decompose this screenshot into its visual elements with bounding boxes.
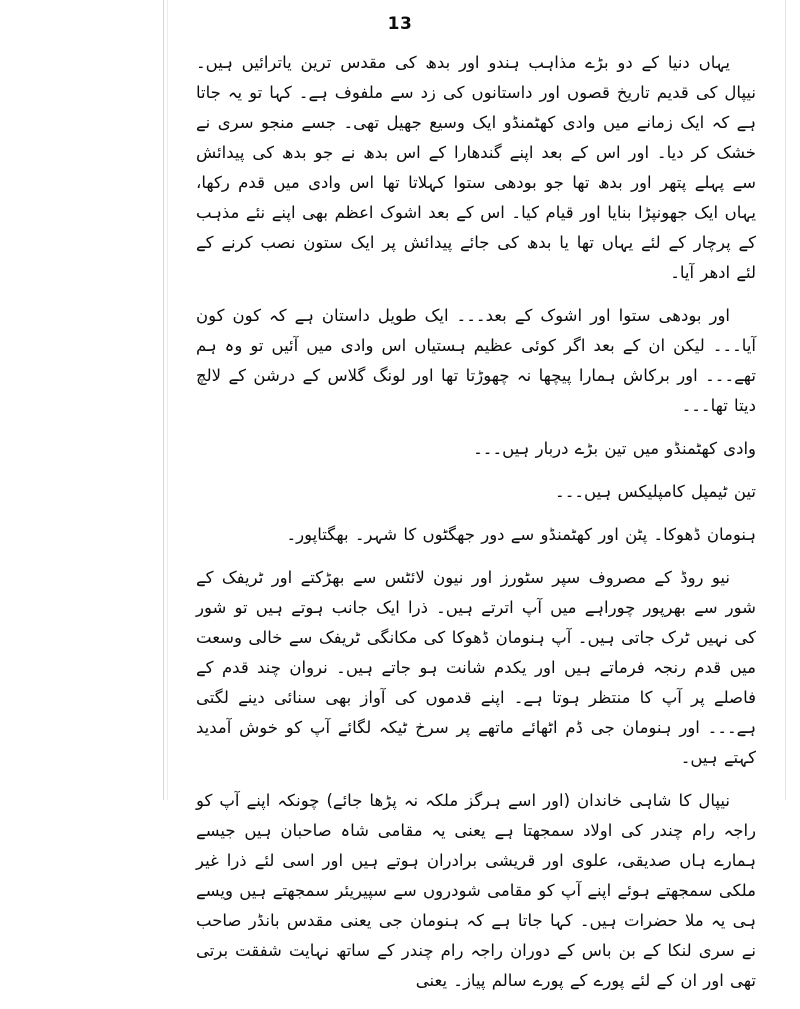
paragraph-2: اور بودھی ستوا اور اشوک کے بعد۔۔۔ ایک طویل داستان ہے کہ کون کون آیا۔۔۔ لیکن ان کے بعد اگر کوئی عظیم ہستیاں اس وادی میں آئیں تو وہ ہم تھے۔۔۔ اور برکاش ہمارا پیچھا نہ چھوڑتا تھا اور لونگ گلاس کے درشن کے لالچ دیتا تھا۔۔۔	[196, 306, 756, 415]
paragraph-7: نیپال کا شاہی خاندان (اور اسے ہرگز ملکہ نہ پڑھا جائے) چونکہ اپنے آپ کو راجہ رام چندر کی اولاد سمجھتا ہے یعنی یہ مقامی شاہ صاحبان ہیں جیسے ہمارے ہاں صدیقی، علوی اور قریشی برادران ہوتے ہیں اور اسی لئے ذرا غیر ملکی سمجھتے ہوئے اپنے آپ کو مقامی شودروں سے سپیریئر سمجھتے ہیں ویسے ہی یہ ملا حضرات ہیں۔ کہا جاتا ہے کہ ہنومان جی یعنی مقدس بانڈر صاحب نے سری لنکا کے بن باس کے دوران راجہ رام چندر کے ساتھ نہایت شفقت برتی تھی اور ان کے لئے پورے کے پورے سالم پیاز۔ یعنی	[196, 791, 756, 990]
body-text	[196, 48, 756, 1009]
paragraph-4: تین ٹیمپل کامپلیکس ہیں۔۔۔	[555, 482, 756, 501]
paragraph-5: ہنومان ڈھوکا۔ پٹن اور کھٹمنڈو سے دور جھگٹوں کا شہر۔ بھگتاپور۔	[286, 525, 756, 544]
page-edge-line-right	[785, 0, 786, 800]
paragraph-3: وادی کھٹمنڈو میں تین بڑے دربار ہیں۔۔۔	[473, 439, 756, 458]
paragraph-6: نیو روڈ کے مصروف سپر سٹورز اور نیون لائٹس سے بھڑکتے اور ٹریفک کے شور سے بھرپور چوراہے میں آپ اترتے ہیں۔ ذرا ایک جانب ہوتے ہیں تو شور کی نہیں ٹرک جاتی ہیں۔ آپ ہنومان ڈھوکا کی مکانگی ٹریفک سے خالی وسعت میں قدم رنجہ فرماتے ہیں اور یکدم شانت ہو جاتے ہیں۔ نروان چند قدم کے فاصلے پر آپ کا منتظر ہوتا ہے۔ اپنے قدموں کی آواز بھی سنائی دینے لگتی ہے۔۔۔ اور ہنومان جی ڈم اٹھائے ماتھے پر سرخ ٹیکہ لگائے آپ کو خوش آمدید کہتے ہیں۔	[196, 568, 756, 767]
page-number: 13	[387, 14, 413, 34]
page-edge-line-left-secondary	[167, 0, 168, 800]
page-edge-line-left	[163, 0, 164, 800]
paragraph-1: یہاں دنیا کے دو بڑے مذاہب ہندو اور بدھ کی مقدس ترین یاترائیں ہیں۔ نیپال کی قدیم تاریخ قصوں اور داستانوں کی زد سے ملفوف ہے۔ کہا تو یہ جاتا ہے کہ ایک زمانے میں وادی کھٹمنڈو ایک وسیع جھیل تھی۔ جسے منجو سری نے خشک کر دیا۔ اور اس کے بعد اپنے گندھارا کے اس بدھ نے جو بدھ کی پیدائش سے پہلے پتھر اور بدھ تھا جو بودھی ستوا کہلاتا تھا اس وادی میں قدم رکھا، یہاں ایک جھونپڑا بنایا اور قیام کیا۔ اس کے بعد اشوک اعظم بھی اپنے نئے مذہب کے پرچار کے لئے یہاں تھا یا بدھ کی جائے پیدائش پر ایک ستون نصب کرنے کے لئے ادھر آیا۔	[196, 53, 756, 282]
